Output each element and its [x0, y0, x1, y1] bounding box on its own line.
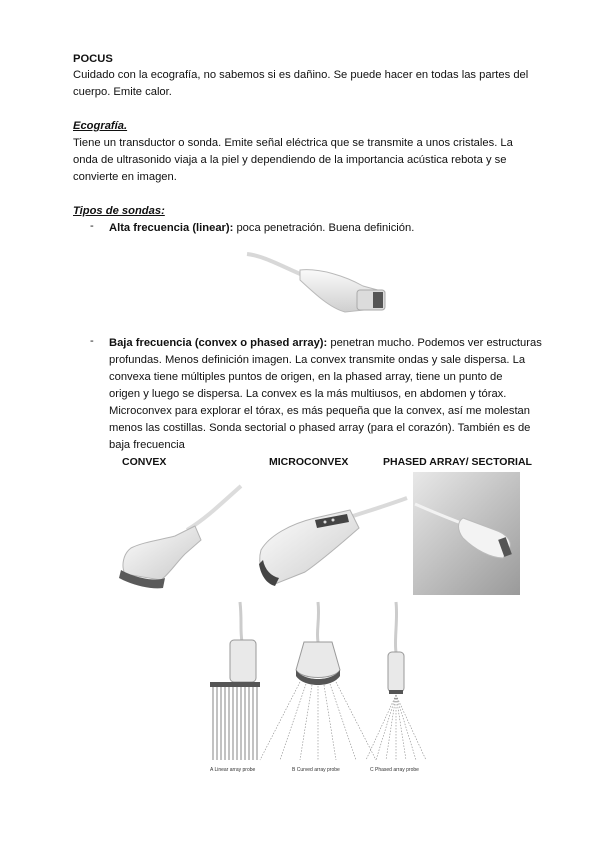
baja-line-3: convexa tiene múltiples puntos de origen, en la phased array, tiene un punto de [109, 371, 503, 383]
caption-phased-array: PHASED ARRAY/ SECTORIAL [383, 456, 532, 468]
ecografia-heading: Ecografía. [73, 120, 128, 132]
convex-probe-image [115, 478, 245, 590]
baja-line-1 [109, 335, 542, 352]
probe-beam-diagram [200, 600, 430, 785]
eco-line-2: onda de ultrasonido viaja a la piel y dependiendo de la importancia acústica rebota y se [73, 154, 507, 166]
baja-line-5: Microconvex para explorar el tórax, es más pequeña que la convex, así me molestan [109, 405, 530, 417]
baja-line-6: menos las costillas. Sonda sectorial o phased array (para el corazón). También es de [109, 422, 531, 434]
bullet-dash: - [90, 220, 94, 232]
intro-line-1: Cuidado con la ecografía, no sabemos si es dañino. Se puede hacer en todas las partes del [73, 69, 529, 81]
diagram-label-linear: A Linear array probe [210, 767, 256, 773]
microconvex-probe-image [255, 480, 410, 588]
eco-line-1: Tiene un transductor o sonda. Emite señal eléctrica que se transmite a unos cristales. La [73, 137, 513, 149]
alta-label: Alta frecuencia (linear): [109, 222, 234, 234]
alta-line [109, 220, 414, 237]
alta-text: poca penetración. Buena definición. [233, 222, 415, 234]
eco-line-3: convierte en imagen. [73, 171, 177, 183]
diagram-label-phased: C Phased array probe [370, 767, 419, 773]
diagram-label-curved: B Curved array probe [292, 767, 340, 773]
tipos-heading: Tipos de sondas: [73, 205, 165, 217]
caption-microconvex: MICROCONVEX [269, 456, 349, 468]
baja-line-2: profundas. Menos definición imagen. La convex transmite ondas y sale dispersa. La [109, 354, 526, 366]
baja-line-7: baja frecuencia [109, 439, 185, 451]
linear-probe-image [245, 246, 390, 326]
baja-label: Baja frecuencia (convex o phased array): [109, 337, 328, 349]
baja-first: penetran mucho. Podemos ver estructuras [327, 337, 542, 349]
intro-line-2: cuerpo. Emite calor. [73, 86, 172, 98]
page-title: POCUS [73, 53, 113, 65]
phased-probe-image [413, 472, 520, 595]
bullet-dash: - [90, 335, 94, 347]
caption-convex: CONVEX [122, 456, 167, 468]
baja-line-4: origen y luego se dispersa. La convex es la más multiusos, en abdomen y tórax. [109, 388, 507, 400]
